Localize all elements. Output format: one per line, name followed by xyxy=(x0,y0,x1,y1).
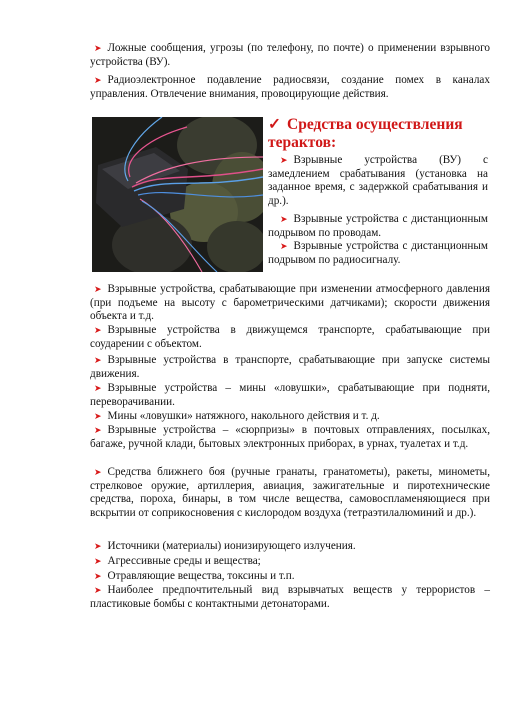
arrow-bullet-icon: ➤ xyxy=(94,541,102,551)
list-item: ➤ Взрывные устройства с дистанционным подрывом по проводам. xyxy=(268,213,488,239)
list-item: ➤ Радиоэлектронное подавление радиосвязи, создание помех в каналах управления. Отвлечение внимания, провоцирующие действия. xyxy=(90,74,490,100)
list-item: ➤ Взрывные устройства – мины «ловушки», срабатывающие при подняти, переворачивании. xyxy=(90,382,490,408)
list-item: ➤ Взрывные устройства в транспорте, срабатывающие при запуске системы движения. xyxy=(90,354,490,380)
list-item: ➤ Взрывные устройства (ВУ) с замедлением срабатывания (установка на заданное время, с задержкой срабатывания и др.). xyxy=(268,154,488,207)
arrow-bullet-icon: ➤ xyxy=(94,585,102,595)
checkmark-icon: ✓ xyxy=(268,116,281,133)
arrow-bullet-icon: ➤ xyxy=(280,241,288,251)
arrow-bullet-icon: ➤ xyxy=(94,355,102,365)
list-item: ➤ Отравляющие вещества, токсины и т.п. xyxy=(94,570,295,582)
arrow-bullet-icon: ➤ xyxy=(280,155,288,165)
list-item: ➤ Мины «ловушки» натяжного, накольного действия и т. д. xyxy=(94,410,380,422)
list-item: ➤ Взрывные устройства – «сюрпризы» в почтовых отправлениях, посылках, багаже, ручной клади, бытовых электронных приборах, в урнах, туалетах и т.д. xyxy=(90,424,490,450)
arrow-bullet-icon: ➤ xyxy=(94,383,102,393)
arrow-bullet-icon: ➤ xyxy=(94,571,102,581)
arrow-bullet-icon: ➤ xyxy=(94,425,102,435)
arrow-bullet-icon: ➤ xyxy=(94,284,102,294)
arrow-bullet-icon: ➤ xyxy=(94,75,102,85)
list-item: ➤ Взрывные устройства с дистанционным подрывом по радиосигналу. xyxy=(268,240,488,266)
list-item: ➤ Источники (материалы) ионизирующего излучения. xyxy=(94,540,356,552)
explosive-device-photo xyxy=(92,117,263,272)
arrow-bullet-icon: ➤ xyxy=(94,556,102,566)
arrow-bullet-icon: ➤ xyxy=(94,43,102,53)
list-item: ➤ Средства ближнего боя (ручные гранаты, гранатометы), ракеты, минометы, стрелковое оружие, артиллерия, авиация, зажигательные и пиротехнические средства, пороха, бинары, в том числе вещества, самовоспламеняющиеся при вскрытии от соприкосновения с кислородом воздуха (тетраэтилалюминий и др.). xyxy=(90,466,490,519)
list-item: ➤ Взрывные устройства в движущемся транспорте, срабатывающие при соударении с объектом. xyxy=(90,324,490,350)
arrow-bullet-icon: ➤ xyxy=(94,467,102,477)
list-item: ➤ Наиболее предпочтительный вид взрывчатых веществ у террористов – пластиковые бомбы с контактными детонаторами. xyxy=(90,584,490,610)
arrow-bullet-icon: ➤ xyxy=(94,411,102,421)
arrow-bullet-icon: ➤ xyxy=(94,325,102,335)
list-item: ➤ Ложные сообщения, угрозы (по телефону, по почте) о применении взрывного устройства (ВУ). xyxy=(90,42,490,68)
list-item: ➤ Агрессивные среды и вещества; xyxy=(94,555,261,567)
section-title: ✓ Средства осуществления терактов: xyxy=(268,116,463,151)
arrow-bullet-icon: ➤ xyxy=(280,214,288,224)
list-item: ➤ Взрывные устройства, срабатывающие при изменении атмосферного давления (при подъеме на высоту с барометрическими датчиками); скорости движения объекта и т.д. xyxy=(90,283,490,323)
